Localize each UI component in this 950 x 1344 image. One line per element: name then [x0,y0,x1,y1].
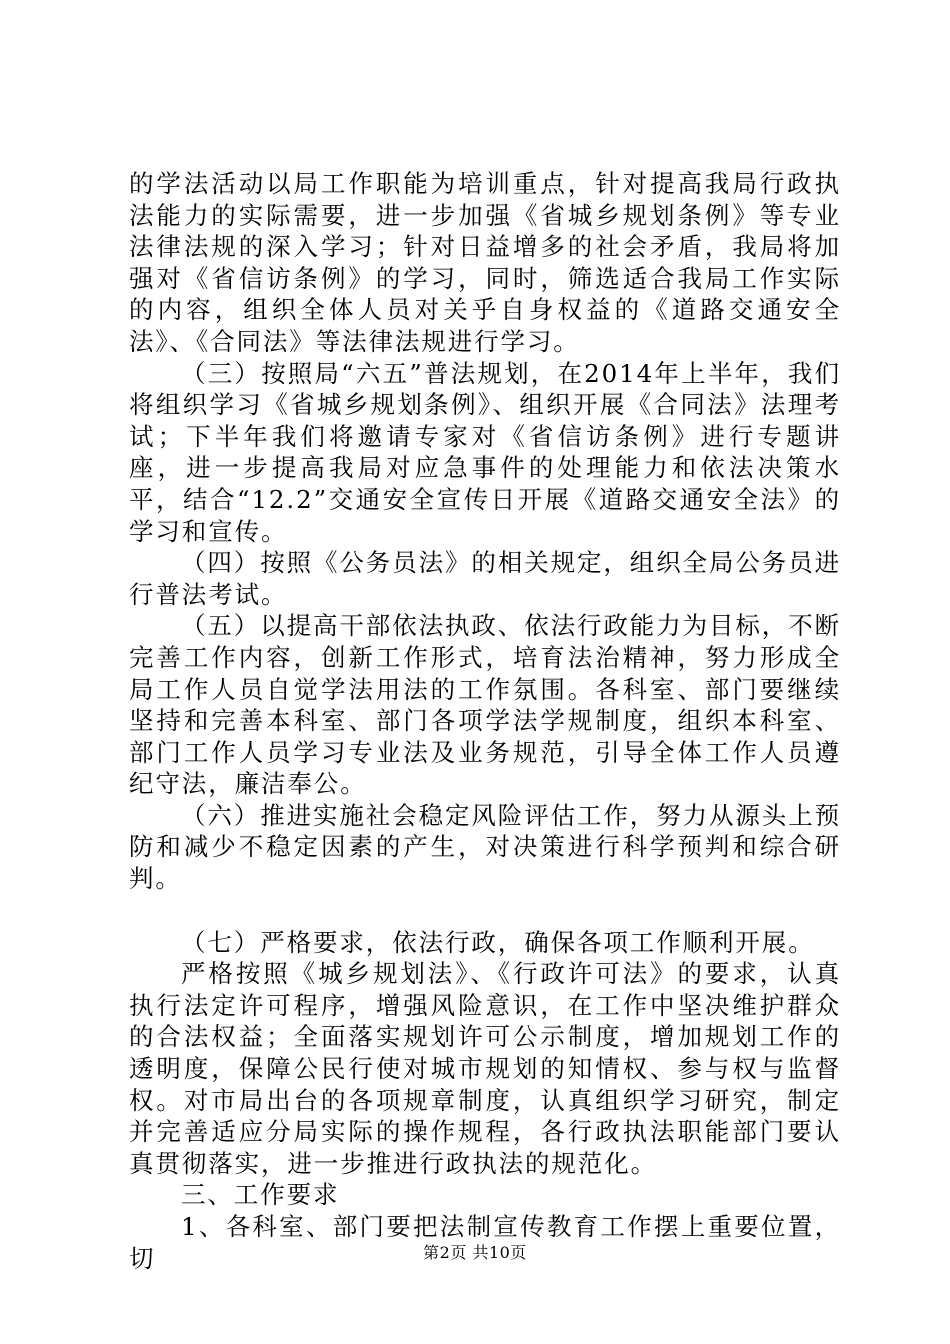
paragraph-gap [129,895,841,927]
paragraph-item-3: （三）按照局“六五”普法规划，在2014年上半年，我们将组织学习《省城乡规划条例》、组织开展《合同法》法理考试；下半年我们将邀请专家对《省信访条例》进行专题讲座，进一步提高我局对应急事件的处理能力和依法决策水平，结合“12.2”交通安全宣传日开展《道路交通安全法》的学习和宣传。 [129,358,841,546]
paragraph-requirement-1: 1、各科室、部门要把法制宣传教育工作摆上重要位置，切 [129,1212,841,1273]
paragraph-item-7-body: 严格按照《城乡规划法》、《行政许可法》的要求，认真执行法定许可程序，增强风险意识，在工作中坚决维护群众的合法权益；全面落实规划许可公示制度，增加规划工作的透明度，保障公民行使对城市规划的知情权、参与权与监督权。对市局出台的各项规章制度，认真组织学习研究，制定并完善适应分局实际的操作规程，各行政执法职能部门要认真贯彻落实，进一步推进行政执法的规范化。 [129,959,841,1178]
paragraph-item-5: （五）以提高干部依法执政、依法行政能力为目标，不断完善工作内容，创新工作形式，培育法治精神，努力形成全局工作人员自觉学法用法的工作氛围。各科室、部门要继续坚持和完善本科室、部门各项学法学规制度，组织本科室、部门工作人员学习专业法及业务规范，引导全体工作人员遵纪守法，廉洁奉公。 [129,611,841,799]
paragraph-item-4: （四）按照《公务员法》的相关规定，组织全局公务员进行普法考试。 [129,548,841,609]
page-number-footer: 第2页 共10页 [423,1243,527,1262]
paragraph-continuation: 的学法活动以局工作职能为培训重点，针对提高我局行政执法能力的实际需要，进一步加强《省城乡规划条例》等专业法律法规的深入学习；针对日益增多的社会矛盾，我局将加强对《省信访条例》的学习，同时，筛选适合我局工作实际的内容，组织全体人员对关乎自身权益的《道路交通安全法》、《合同法》等法律法规进行学习。 [129,169,841,356]
paragraph-item-6: （六）推进实施社会稳定风险评估工作，努力从源头上预防和减少不稳定因素的产生，对决策进行科学预判和综合研判。 [129,800,841,894]
document-body [129,168,841,1274]
paragraph-item-7-heading: （七）严格要求，依法行政，确保各项工作顺利开展。 [181,927,815,957]
section-heading-requirements: 三、工作要求 [181,1180,340,1210]
